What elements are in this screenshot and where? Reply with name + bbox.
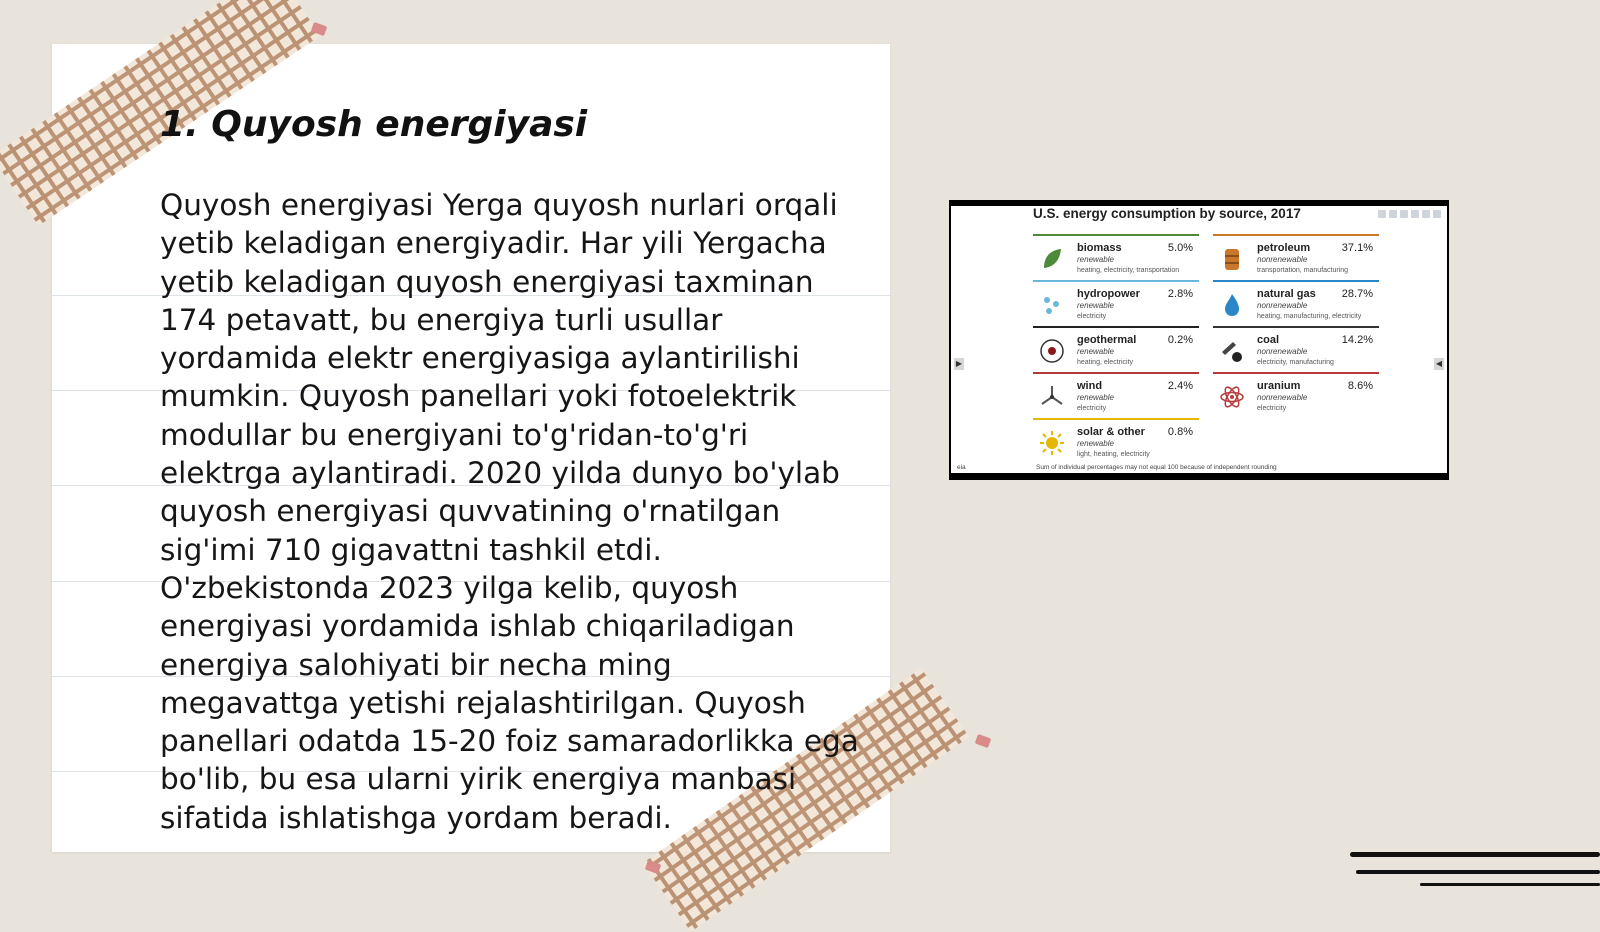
item-category: nonrenewable — [1257, 393, 1308, 402]
item-percent: 8.6% — [1347, 380, 1373, 392]
energy-item-uranium — [1213, 374, 1379, 418]
wind-turbine-icon — [1039, 384, 1065, 410]
item-uses: heating, manufacturing, electricity — [1257, 313, 1362, 320]
toolbar-icon — [1411, 210, 1419, 218]
water-drops-icon — [1039, 292, 1065, 318]
leaf-icon — [1039, 246, 1065, 272]
item-category: renewable — [1077, 393, 1114, 402]
item-percent: 14.2% — [1341, 334, 1373, 346]
footnote: Sum of individual percentages may not equal 100 because of independent rounding — [1036, 464, 1277, 471]
toolbar-icon — [1378, 210, 1386, 218]
item-uses: electricity — [1077, 405, 1107, 412]
toolbar-icon — [1400, 210, 1408, 218]
screenshot-title: U.S. energy consumption by source, 2017 — [1033, 206, 1301, 221]
coal-pick-icon — [1219, 338, 1245, 364]
screenshot-toolbar — [1378, 210, 1441, 218]
toolbar-icon — [1433, 210, 1441, 218]
item-name: solar & other — [1077, 426, 1145, 438]
item-category: renewable — [1077, 255, 1114, 264]
item-percent: 5.0% — [1167, 242, 1193, 254]
next-arrow-icon: ◀ — [1435, 359, 1443, 368]
energy-item-solar — [1033, 420, 1199, 464]
item-uses: electricity — [1257, 405, 1287, 412]
brush-stroke — [1356, 870, 1600, 874]
energy-chart-screenshot — [949, 200, 1449, 480]
item-name: petroleum — [1257, 242, 1311, 254]
sun-icon — [1039, 430, 1065, 456]
item-category: renewable — [1077, 439, 1114, 448]
energy-item-natural-gas — [1213, 282, 1379, 326]
item-name: coal — [1257, 334, 1280, 346]
toolbar-icon — [1389, 210, 1397, 218]
energy-item-geothermal — [1033, 328, 1199, 372]
energy-item-coal — [1213, 328, 1379, 372]
item-percent: 0.8% — [1167, 426, 1193, 438]
item-name: uranium — [1257, 380, 1301, 392]
previous-arrow-icon: ▶ — [955, 359, 963, 368]
source-label: eia — [957, 464, 966, 471]
item-category: nonrenewable — [1257, 301, 1308, 310]
energy-item-biomass — [1033, 236, 1199, 280]
item-uses: electricity, manufacturing — [1257, 359, 1334, 366]
item-uses: light, heating, electricity — [1077, 451, 1150, 458]
item-category: renewable — [1077, 301, 1114, 310]
energy-item-petroleum — [1213, 236, 1379, 280]
item-category: nonrenewable — [1257, 255, 1308, 264]
slide-body-text: Quyosh energiyasi Yerga quyosh nurlari orqali yetib keladigan energiyadir. Har yili Yergacha yetib keladigan quyosh energiyasi taxminan 174 petavatt, bu energiya turli usullar yordamida elektr energiyasiga aylantirilishi mumkin. Quyosh panellari yoki fotoelektrik modullar bu energiyani to'g'ridan-to'g'ri elektrga aylantiradi. 2020 yilda dunyo bo'ylab quyosh energiyasi quvvatining o'rnatilgan sig'imi 710 gigavattni tashkil etdi. O'zbekistonda 2023 yilga kelib, quyosh energiyasi yordamida ishlab chiqariladigan energiya salohiyati bir necha ming megavattga yetishi rejalashtirilgan. Quyosh panellari odatda 15-20 foiz samaradorlikka ega bo'lib, bu esa ularni yirik energiya manbasi sifatida ishlatishga yordam beradi. — [160, 188, 859, 835]
atom-icon — [1219, 384, 1245, 410]
item-uses: heating, electricity, transportation — [1077, 267, 1180, 274]
item-percent: 28.7% — [1341, 288, 1373, 300]
barrel-icon — [1219, 246, 1245, 272]
item-name: natural gas — [1257, 288, 1316, 300]
gas-flame-icon — [1219, 292, 1245, 318]
item-category: nonrenewable — [1257, 347, 1308, 356]
toolbar-icon — [1422, 210, 1430, 218]
brush-stroke — [1350, 852, 1600, 857]
item-name: biomass — [1077, 242, 1122, 254]
item-name: wind — [1077, 380, 1103, 392]
item-name: geothermal — [1077, 334, 1137, 346]
item-percent: 2.4% — [1167, 380, 1193, 392]
energy-item-hydropower — [1033, 282, 1199, 326]
item-uses: heating, electricity — [1077, 359, 1134, 366]
tape-accent — [975, 734, 992, 748]
item-category: renewable — [1077, 347, 1114, 356]
item-name: hydropower — [1077, 288, 1140, 300]
geothermal-icon — [1039, 338, 1065, 364]
brush-stroke — [1420, 883, 1600, 886]
item-uses: transportation, manufacturing — [1257, 267, 1349, 274]
item-percent: 2.8% — [1167, 288, 1193, 300]
item-percent: 0.2% — [1167, 334, 1193, 346]
item-uses: electricity — [1077, 313, 1107, 320]
slide-title: 1. Quyosh energiyasi — [160, 104, 588, 145]
energy-item-wind — [1033, 374, 1199, 418]
item-percent: 37.1% — [1341, 242, 1373, 254]
